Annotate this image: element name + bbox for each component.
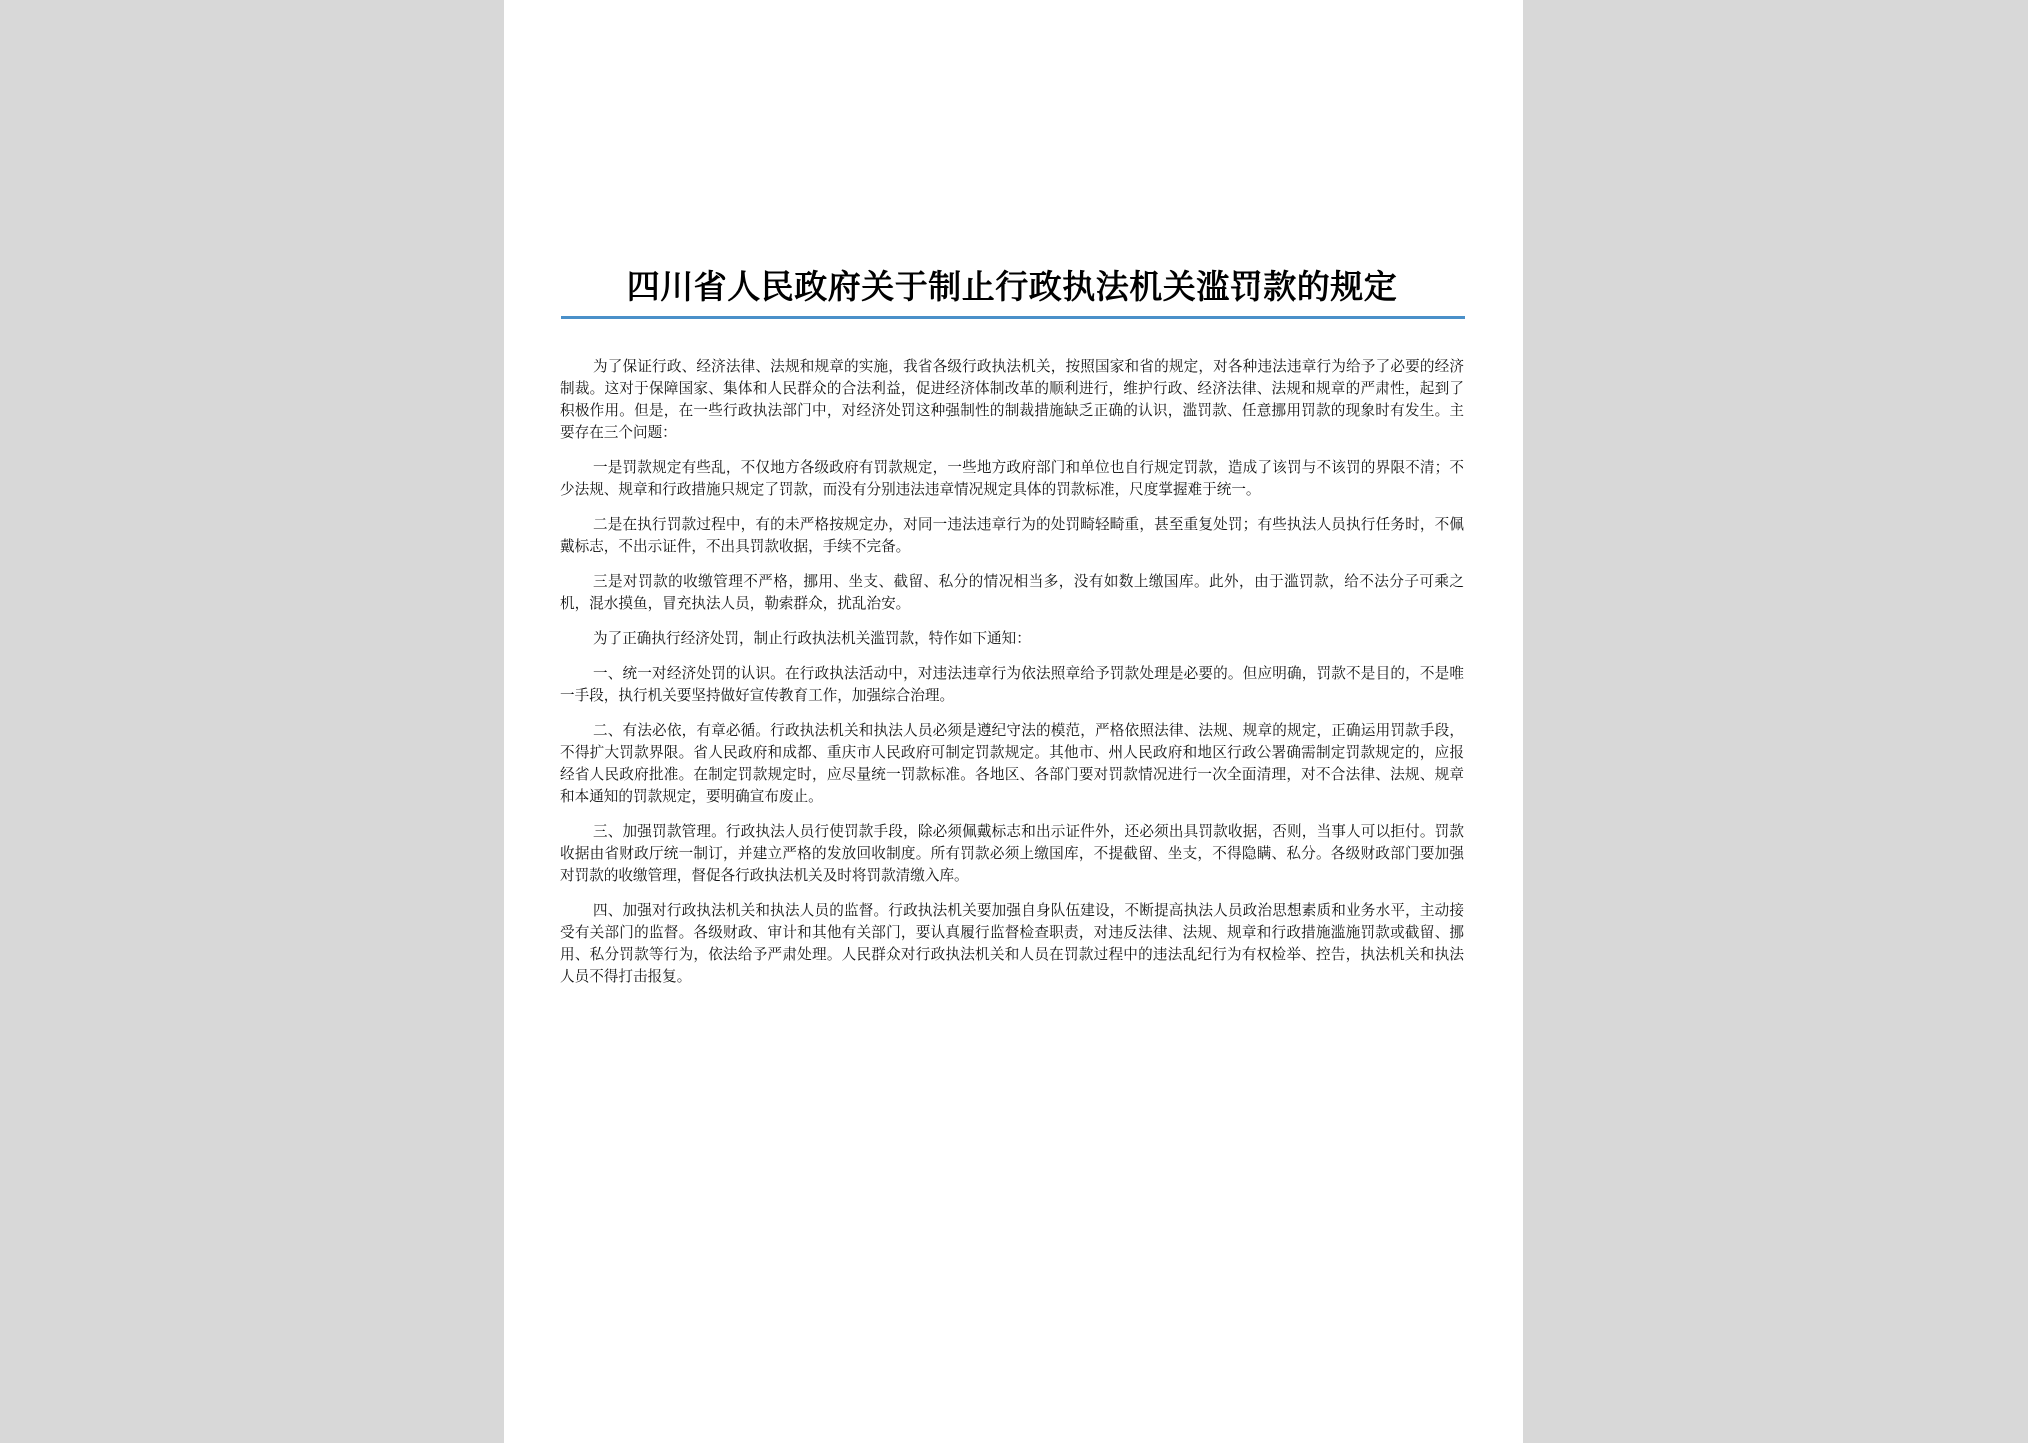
paragraph-problem-3: 三是对罚款的收缴管理不严格，挪用、坐支、截留、私分的情况相当多，没有如数上缴国库。此外，由于滥罚款，给不法分子可乘之机，混水摸鱼，冒充执法人员，勒索群众，扰乱治安。 xyxy=(560,573,1464,612)
paragraph-rule-1: 一、统一对经济处罚的认识。在行政执法活动中，对违法违章行为依法照章给予罚款处理是必要的。但应明确，罚款不是目的，不是唯一手段，执行机关要坚持做好宣传教育工作，加强综合治理。 xyxy=(560,665,1464,704)
paragraph-rule-2: 二、有法必依，有章必循。行政执法机关和执法人员必须是遵纪守法的模范，严格依照法律、法规、规章的规定，正确运用罚款手段，不得扩大罚款界限。省人民政府和成都、重庆市人民政府可制定罚款规定。其他市、州人民政府和地区行政公署确需制定罚款规定的，应报经省人民政府批准。在制定罚款规定时，应尽量统一罚款标准。各地区、各部门要对罚款情况进行一次全面清理，对不合法律、法规、规章和本通知的罚款规定，要明确宣布废止。 xyxy=(560,722,1464,805)
document-title: 四川省人民政府关于制止行政执法机关滥罚款的规定 xyxy=(626,267,1398,306)
paragraph-problem-2: 二是在执行罚款过程中，有的未严格按规定办，对同一违法违章行为的处罚畸轻畸重，甚至重复处罚；有些执法人员执行任务时，不佩戴标志，不出示证件，不出具罚款收据，手续不完备。 xyxy=(560,516,1464,555)
paragraph-notice-intro: 为了正确执行经济处罚，制止行政执法机关滥罚款，特作如下通知： xyxy=(593,630,1031,647)
paragraph-rule-3: 三、加强罚款管理。行政执法人员行使罚款手段，除必须佩戴标志和出示证件外，还必须出具罚款收据，否则，当事人可以拒付。罚款收据由省财政厅统一制订，并建立严格的发放回收制度。所有罚款必须上缴国库，不提截留、坐支，不得隐瞒、私分。各级财政部门要加强对罚款的收缴管理，督促各行政执法机关及时将罚款清缴入库。 xyxy=(560,823,1464,884)
document-body xyxy=(560,356,1464,1001)
document-page xyxy=(504,0,1523,1443)
paragraph-rule-4: 四、加强对行政执法机关和执法人员的监督。行政执法机关要加强自身队伍建设，不断提高执法人员政治思想素质和业务水平，主动接受有关部门的监督。各级财政、审计和其他有关部门，要认真履行监督检查职责，对违反法律、法规、规章和行政措施滥施罚款或截留、挪用、私分罚款等行为，依法给予严肃处理。人民群众对行政执法机关和人员在罚款过程中的违法乱纪行为有权检举、控告，执法机关和执法人员不得打击报复。 xyxy=(560,902,1464,985)
paragraph-problem-1: 一是罚款规定有些乱，不仅地方各级政府有罚款规定，一些地方政府部门和单位也自行规定罚款，造成了该罚与不该罚的界限不清；不少法规、规章和行政措施只规定了罚款，而没有分别违法违章情况规定具体的罚款标准，尺度掌握难于统一。 xyxy=(560,459,1464,498)
title-underline xyxy=(561,316,1465,319)
paragraph-intro: 为了保证行政、经济法律、法规和规章的实施，我省各级行政执法机关，按照国家和省的规定，对各种违法违章行为给予了必要的经济制裁。这对于保障国家、集体和人民群众的合法利益，促进经济体制改革的顺利进行，维护行政、经济法律、法规和规章的严肃性，起到了积极作用。但是，在一些行政执法部门中，对经济处罚这种强制性的制裁措施缺乏正确的认识，滥罚款、任意挪用罚款的现象时有发生。主要存在三个问题： xyxy=(560,358,1464,441)
